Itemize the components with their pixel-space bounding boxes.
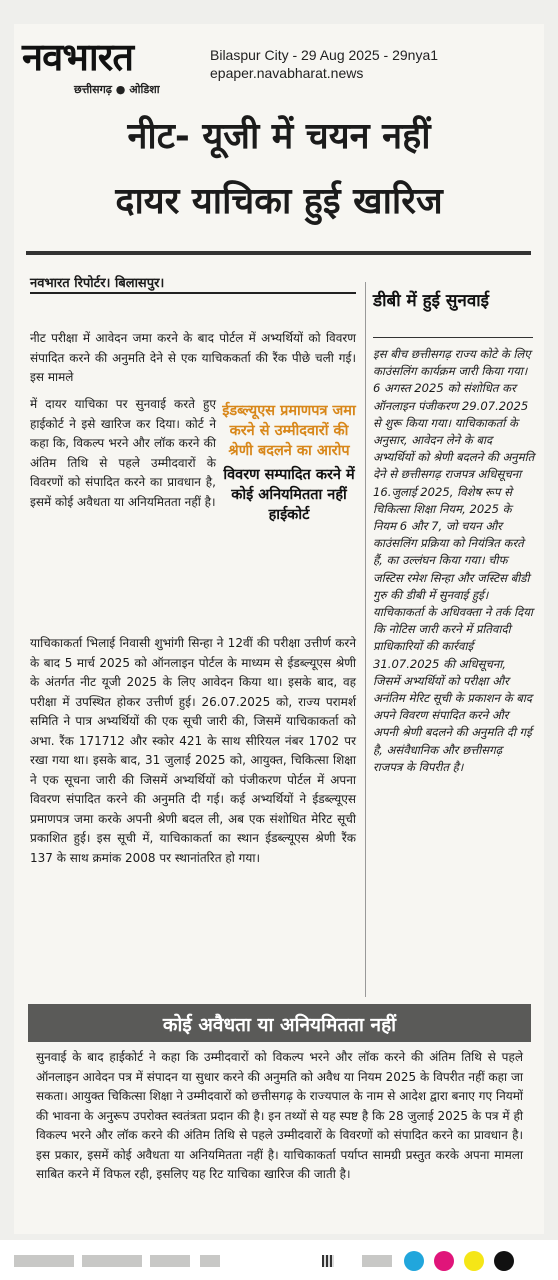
pull-quote-black: विवरण सम्पादित करने में कोई अनियमितता नहीं हाईकोर्ट: [223, 467, 355, 523]
epaper-site: epaper.navabharat.news: [210, 65, 364, 81]
color-bar-grey-2: [82, 1255, 142, 1267]
byline-rule: [30, 292, 356, 294]
newspaper-logo: नवभारत: [22, 35, 133, 79]
edition-line: Bilaspur City - 29 Aug 2025 - 29nya1: [210, 47, 439, 63]
newspaper-page: [14, 24, 544, 1234]
magenta-registration-dot: [434, 1251, 454, 1271]
headline-rule: [26, 251, 531, 255]
headline-line-2: दायर याचिका हुई खारिज: [115, 181, 443, 222]
black-registration-dot: [494, 1251, 514, 1271]
qr-code-icon: [322, 1255, 334, 1267]
article-paragraph-1-top: नीट परीक्षा में आवेदन जमा करने के बाद पोर्टल में अभ्यर्थियों को विवरण संपादित करने की अनुमति देने से एक याचिककर्ता की रैंक पीछे चली गई। इस मामले: [30, 331, 356, 384]
color-bar-grey-4: [200, 1255, 220, 1267]
sidebar-heading: डीबी में हुई सुनवाई: [373, 291, 490, 311]
color-bar-grey-5: [362, 1255, 392, 1267]
subsection-paragraph: सुनवाई के बाद हाईकोर्ट ने कहा कि उम्मीदवारों को विकल्प भरने और लॉक करने की अंतिम तिथि से पहले ऑनलाइन आवेदन पत्र में संपादन या सुधार करने की अनुमति को अवैध या नियम 2025 के विपरीत नहीं कहा जा सकता। आयुक्त चिकित्सा शिक्षा ने उम्मीदवारों को छत्तीसगढ़ के राज्यपाल के नाम से आदेश द्वारा बनाए गए नियमों की भावना के अनुरूप उपरोक्त स्वतंत्रता प्रदान की है। इन तथ्यों से यह स्पष्ट है कि 28 जुलाई 2025 के पत्र में ही विकल्प भरने और लॉक करने की अंतिम तिथि से पहले उम्मीदवारों के विवरणों को संपादित करने का प्रावधान है। इस प्रकार, इसमें कोई अवैधता या अनियमितता नहीं है। याचिकाकर्ता पर्याप्त सामग्री प्रस्तुत करके अपना मामला साबित करने में विफल रही, इसलिए यह रिट याचिका खारिज की जाती है।: [36, 1050, 523, 1181]
column-divider: [365, 282, 366, 997]
byline: नवभारत रिपोर्टर। बिलासपुर।: [30, 276, 165, 291]
pull-quote-orange: ईडब्ल्यूएस प्रमाणपत्र जमा करने से उम्मीदवारों की श्रेणी बदलने का आरोप: [222, 403, 356, 459]
sidebar-text: इस बीच छत्तीसगढ़ राज्य कोटे के लिए काउंसलिंग कार्यक्रम जारी किया गया। 6 अगस्त 2025 को संशोधित कर ऑनलाइन पंजीकरण 29.07.2025 से शुरू किया गया। याचिकाकर्ता के अनुसार, आवेदन लेने के बाद अभ्यर्थियों को श्रेणी बदलने की अनुमति देने से छत्तीसगढ़ राजपत्र अधिसूचना 16.जुलाई 2025, विशेष रूप से चिकित्सा शिक्षा नियम, 2025 के नियम 6 और 7, जो चयन और काउंसलिंग प्रक्रिया को नियंत्रित करते हैं, का उल्लंघन किया गया। चीफ जस्टिस रमेश सिन्हा और जस्टिस बीडी गुरु की डीबी में सुनवाई हुई। याचिकाकर्ता के अधिवक्ता ने तर्क दिया कि नोटिस जारी करने में प्रतिवादी प्राधिकारियों की कार्रवाई 31.07.2025 की अधिसूचना, जिसमें अभ्यर्थियों को परीक्षा और अनंतिम मेरिट सूची के प्रकाशन के बाद अपने विवरण संपादित करने और अपनी श्रेणी बदलने की अनुमति दी गई है, असंवैधानिक और छत्तीसगढ़ राजपत्र के विपरीत है।: [373, 347, 535, 774]
subsection-band: [28, 1004, 531, 1042]
sidebar-heading-rule: [373, 337, 533, 338]
article-paragraph-2: याचिकाकर्ता भिलाई निवासी शुभांगी सिन्हा ने 12वीं की परीक्षा उत्तीर्ण करने के बाद 5 मार्च 2025 को ऑनलाइन पोर्टल के माध्यम से ईडब्ल्यूएस श्रेणी के अंतर्गत नीट यूजी 2025 के लिए आवेदन किया था। इसके बाद, वह परीक्षा में उपस्थित होकर उत्तीर्ण हुई। 26.07.2025 को, राज्य परामर्श समिति ने पात्र अभ्यर्थियों की एक सूची जारी की, जिसमें याचिकाकर्ता को अभा. रैंक 171712 और स्कोर 421 के साथ सीरियल नंबर 1702 पर रखा गया था। इसके बाद, 31 जुलाई 2025 को, आयुक्त, चिकित्सा शिक्षा ने एक सूचना जारी की जिसमें अभ्यर्थियों को पंजीकरण पोर्टल में अपना विवरण संपादित करने की अनुमति दी गई। कई अभ्यर्थियों ने ईडब्ल्यूएस प्रमाणपत्र जमा करके अपनी श्रेणी बदल ली, अब एक संशोधित मेरिट सूची प्रकाशित हुई। इस सूची में, याचिकाकर्ता का स्थान ईडब्ल्यूएस श्रेणी रैंक 137 के साथ क्रमांक 2008 पर स्थानांतरित हो गया।: [30, 636, 356, 865]
logo-subtitle: छत्तीसगढ़ ● ओडिशा: [74, 83, 160, 96]
yellow-registration-dot: [464, 1251, 484, 1271]
cyan-registration-dot: [404, 1251, 424, 1271]
color-bar-grey-1: [14, 1255, 74, 1267]
color-bar-grey-3: [150, 1255, 190, 1267]
edition-info: [210, 46, 438, 82]
subsection-title: कोई अवैधता या अनियमितता नहीं: [162, 1014, 397, 1036]
headline-line-1: नीट- यूजी में चयन नहीं: [127, 116, 431, 157]
pull-quote: [222, 401, 356, 525]
article-paragraph-1-bottom: में दायर याचिका पर सुनवाई करते हुए हाईकोर्ट ने इसे खारिज कर दिया। कोर्ट ने कहा कि, विकल्प भरने और लॉक करने की अंतिम तिथि से पहले उम्मीदवारों के विवरणों को संपादित करने का प्रावधान है, इसमें कोई अवैधता या अनियमितता नहीं है।: [30, 397, 216, 509]
